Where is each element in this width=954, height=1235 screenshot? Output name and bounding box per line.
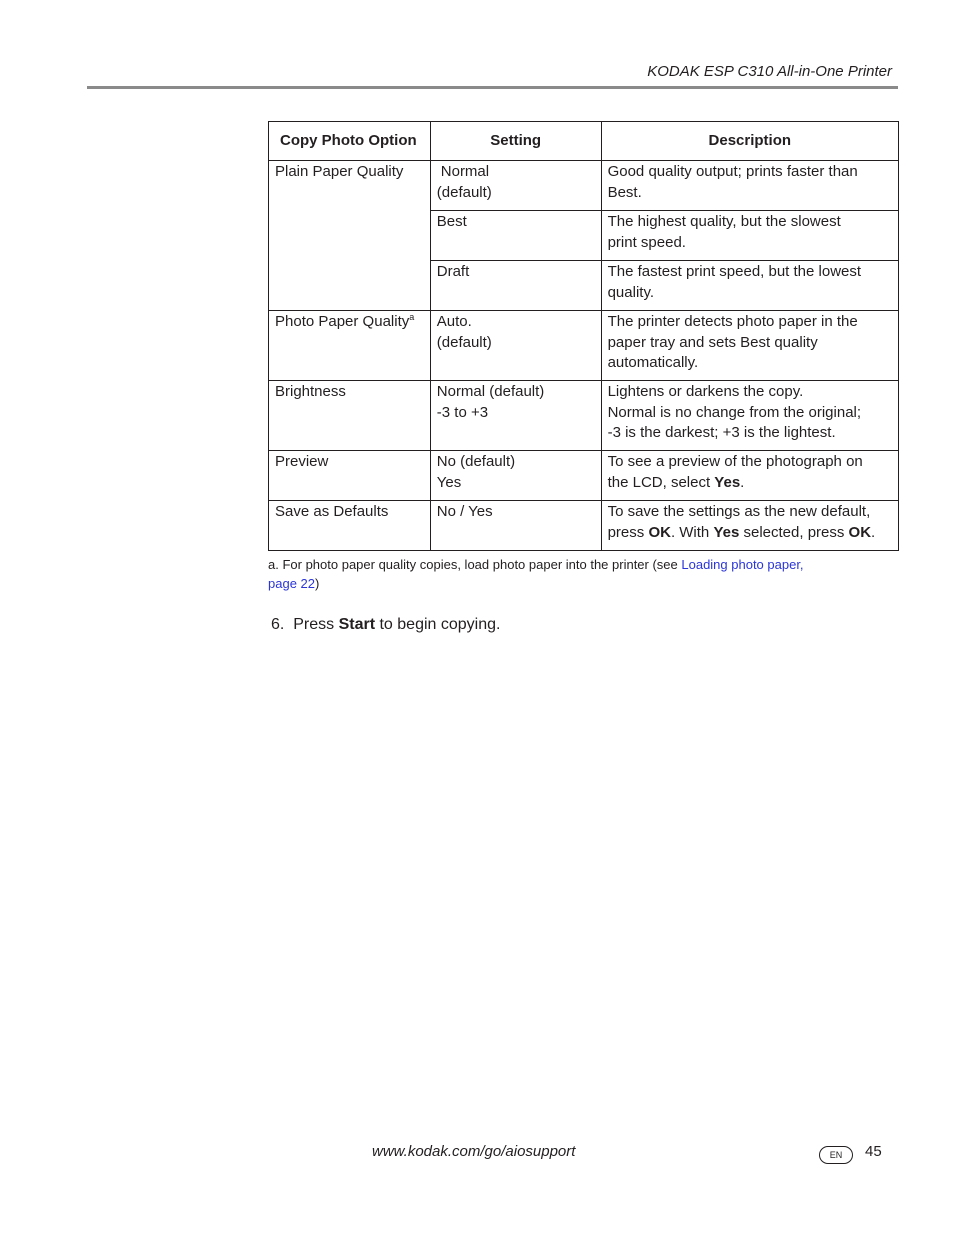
description-text: [608, 473, 892, 494]
description-cell: [601, 261, 898, 311]
description-text: To see a preview of the photograph on: [607, 453, 863, 470]
loading-photo-paper-link[interactable]: Loading photo paper,: [681, 557, 804, 572]
emphasis-yes: Yes: [713, 523, 740, 541]
support-url: www.kodak.com/go/aiosupport: [372, 1143, 576, 1160]
description-text: quality.: [607, 283, 654, 301]
footnote-text: ): [315, 576, 320, 591]
step-text: Press: [293, 616, 339, 633]
option-cell: Brightness: [269, 381, 431, 451]
emphasis-ok: OK: [648, 523, 671, 541]
setting-cell: [430, 311, 601, 381]
description-text: print speed.: [607, 233, 686, 251]
step-instruction: [271, 616, 500, 634]
description-fragment: the LCD, select: [607, 473, 715, 491]
table-row: [269, 501, 899, 551]
description-fragment: selected, press: [739, 523, 849, 541]
description-text: Normal is no change from the original;: [607, 403, 862, 421]
setting-cell: [430, 451, 601, 501]
footnote-marker: a: [409, 312, 415, 322]
table-row: [269, 381, 899, 451]
setting-cell: Draft: [430, 261, 601, 311]
description-text: Best.: [607, 183, 642, 201]
description-cell: [601, 211, 898, 261]
page-22-link[interactable]: page 22: [268, 576, 315, 591]
description-text: The fastest print speed, but the lowest: [607, 263, 862, 280]
column-header-option: Copy Photo Option: [269, 122, 431, 161]
setting-cell: No / Yes: [430, 501, 601, 551]
step-text: to begin copying.: [375, 616, 501, 633]
setting-cell: [430, 381, 601, 451]
header-divider: [87, 86, 898, 89]
description-fragment: . With: [670, 523, 714, 541]
setting-text: (default): [436, 183, 492, 201]
step-number: 6.: [271, 616, 285, 633]
description-fragment: .: [740, 473, 745, 491]
column-header-description: Description: [601, 122, 898, 161]
description-fragment: .: [871, 523, 876, 541]
page-number: 45: [865, 1143, 882, 1160]
table-footnote: [268, 555, 888, 593]
column-header-setting: Setting: [430, 122, 601, 161]
option-cell: Save as Defaults: [269, 501, 431, 551]
table-row: [269, 451, 899, 501]
footnote-text: a. For photo paper quality copies, load photo paper into the printer (see: [268, 557, 682, 572]
setting-cell: Best: [430, 211, 601, 261]
running-header: KODAK ESP C310 All-in-One Printer: [647, 63, 892, 80]
description-cell: [601, 311, 898, 381]
option-cell: [269, 311, 431, 381]
emphasis-yes: Yes: [714, 473, 741, 491]
table-row: [269, 161, 899, 211]
description-text: Lightens or darkens the copy.: [607, 383, 804, 400]
setting-text: Yes: [436, 473, 462, 491]
description-text: Good quality output; prints faster than: [607, 163, 858, 180]
description-text: [608, 523, 892, 544]
option-cell: Plain Paper Quality: [269, 161, 431, 311]
table-row: [269, 311, 899, 381]
setting-text: Normal: [440, 163, 490, 180]
setting-text: Auto.: [436, 313, 472, 330]
setting-cell: [430, 161, 601, 211]
description-text: The highest quality, but the slowest: [607, 213, 841, 230]
description-text: automatically.: [607, 354, 699, 371]
description-cell: [601, 501, 898, 551]
emphasis-start: Start: [338, 616, 376, 633]
description-cell: [601, 451, 898, 501]
setting-text: No (default): [436, 453, 516, 470]
description-cell: [601, 161, 898, 211]
description-text: paper tray and sets Best quality: [607, 333, 818, 351]
description-text: -3 is the darkest; +3 is the lightest.: [607, 424, 836, 441]
option-cell: Preview: [269, 451, 431, 501]
emphasis-ok: OK: [848, 523, 872, 541]
setting-text: (default): [436, 333, 492, 351]
copy-photo-options-table: [268, 121, 899, 551]
description-text: The printer detects photo paper in the: [607, 313, 858, 330]
description-fragment: press: [607, 523, 649, 541]
language-badge: EN: [819, 1146, 853, 1164]
description-text: To save the settings as the new default,: [607, 503, 871, 520]
setting-text: -3 to +3: [436, 403, 489, 421]
option-text: Photo Paper Quality: [275, 313, 410, 330]
description-cell: [601, 381, 898, 451]
setting-text: Normal (default): [436, 383, 545, 400]
table-header-row: [269, 122, 899, 161]
